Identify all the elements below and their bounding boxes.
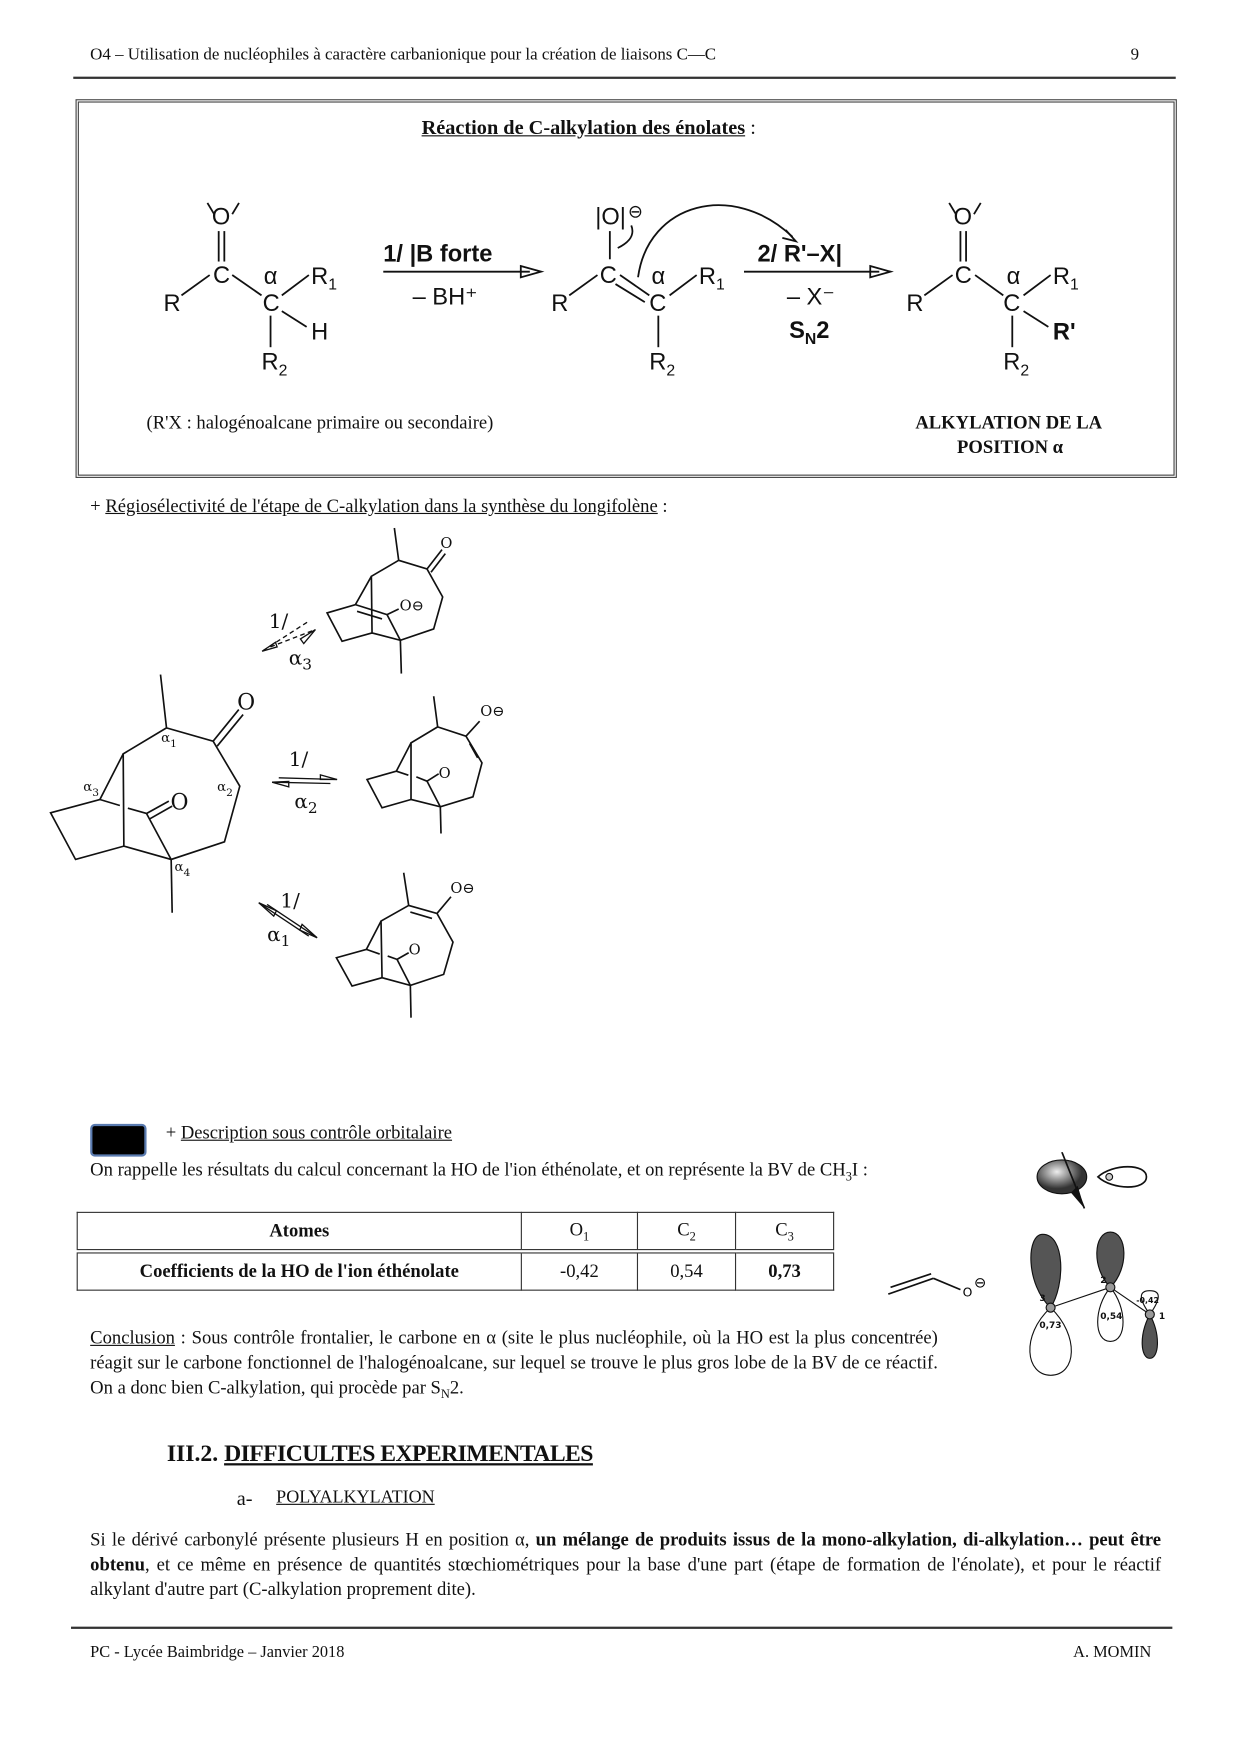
subsection-number: a- (236, 1486, 253, 1510)
svg-text:R: R (906, 291, 924, 318)
svg-text:3: 3 (1039, 1293, 1046, 1304)
svg-text:O: O (236, 690, 255, 716)
svg-text:H: H (311, 319, 329, 346)
svg-text:0,73: 0,73 (1039, 1320, 1062, 1331)
svg-text:C: C (1003, 291, 1021, 318)
result-line1: ALKYLATION DE LA (915, 411, 1103, 433)
orbital-heading: + Description sous contrôle orbitalaire (165, 1121, 453, 1144)
svg-text:1: 1 (1158, 1311, 1166, 1322)
table-header-c3: $C_3$ (736, 1212, 834, 1251)
table-cell: -0,42 (521, 1251, 637, 1290)
subsection-title: POLYALKYLATION (276, 1487, 435, 1508)
svg-text:0,54: 0,54 (1100, 1311, 1123, 1322)
conclusion-paragraph: Conclusion : Sous contrôle frontalier, le carbone en α (site le plus nucléophile, où la HO est la plus concentrée) réagit sur le carbone fonctionnel de l'halogénoalcane, sur lequel se trouve le plus gros lobe de la BV de ce réactif. On a donc bien C-alkylation, qui procède par $S_N2$. (90, 1326, 938, 1402)
polyalkylation-paragraph: Si le dérivé carbonylé présente plusieurs H en position α, un mélange de produits issus de la mono-alkylation, di-alkylation… peut être obtenu, et ce même en présence de quantités stœchiométriques pour la base d'une part (étape de formation de l'énolate), et pour le réactif alkylant d'autre part (C-alkylation proprement dite). (90, 1528, 1162, 1600)
svg-text:– X⁻: – X⁻ (786, 284, 835, 311)
svg-text:SN2: $S_N2$ (789, 318, 830, 348)
svg-text:α: α (1006, 264, 1021, 291)
svg-text:α1: $\alpha_1$ (266, 922, 290, 951)
svg-text:α3: $\alpha_3$ (82, 780, 99, 799)
table-cell: 0,54 (637, 1251, 735, 1290)
svg-text:C: C (954, 262, 972, 289)
regio-heading: + Régiosélectivité de l'étape de C-alkylation dans la synthèse du longifolène : (90, 494, 668, 517)
svg-text:1/ |B forte: 1/ |B forte (383, 241, 493, 268)
header-title: O4 – Utilisation de nucléophiles à caractère carbanionique pour la création de liaisons C—C (90, 46, 717, 65)
table-cell: 0,73 (736, 1251, 834, 1290)
svg-text:O: O (408, 941, 421, 959)
svg-text:2/ R'–X|: 2/ R'–X| (757, 241, 843, 268)
result-line2: POSITION α (957, 436, 1064, 458)
svg-text:R': R' (1052, 319, 1076, 346)
footer-right: A. MOMIN (1073, 1643, 1152, 1662)
orbital-intro: On rappelle les résultats du calcul concernant la HO de l'ion éthénolate, et on représente la BV de $CH_3I$ : (90, 1158, 868, 1184)
svg-text:α2: $\alpha_2$ (293, 788, 318, 817)
svg-text:α2: $\alpha_2$ (216, 780, 233, 799)
svg-text:O: O (211, 204, 231, 231)
page-number: 9 (1130, 46, 1140, 65)
svg-text:⊖: ⊖ (973, 1274, 987, 1292)
svg-text:R1: $R_1$ (698, 264, 725, 294)
svg-text:2: 2 (1100, 1275, 1107, 1286)
svg-text:1/: 1/ (268, 608, 288, 633)
svg-text:α1: $\alpha_1$ (160, 731, 177, 750)
footer-left: PC - Lycée Baimbridge – Janvier 2018 (90, 1643, 345, 1662)
footer-rule (71, 1627, 1172, 1629)
svg-text:R2: $R_2$ (649, 349, 676, 380)
svg-text:R2: $R_2$ (261, 349, 288, 380)
svg-text:C: C (213, 262, 231, 289)
svg-text:|O|: |O| (595, 204, 626, 231)
longifolene-diagram (40, 520, 560, 1040)
svg-text:C: C (649, 291, 667, 318)
alkylation-scheme (0, 0, 1240, 473)
svg-text:O⊖: O⊖ (479, 703, 505, 721)
svg-text:O: O (439, 534, 452, 552)
black-marker (90, 1124, 146, 1157)
section-heading: III.2. DIFFICULTES EXPERIMENTALES (166, 1439, 593, 1467)
table-row-label: Coefficients de la HO de l'ion éthénolate (77, 1251, 521, 1290)
table-header-c2: $C_2$ (637, 1212, 735, 1251)
svg-text:R: R (163, 291, 181, 318)
svg-text:α4: $\alpha_4$ (173, 860, 190, 879)
svg-text:-0,42: -0,42 (1136, 1296, 1159, 1306)
svg-text:α3: $\alpha_3$ (288, 645, 312, 674)
table-header-atomes: Atomes (77, 1212, 521, 1251)
svg-text:O⊖: O⊖ (399, 597, 424, 615)
ho-coefficients-table (77, 1212, 835, 1291)
svg-text:α: α (651, 264, 666, 291)
svg-text:⊖: ⊖ (627, 201, 643, 222)
rx-note: (R'X : halogénoalcane primaire ou secondaire) (146, 411, 494, 433)
svg-text:R: R (551, 291, 569, 318)
svg-text:O: O (438, 764, 451, 782)
svg-text:– BH⁺: – BH⁺ (412, 284, 478, 311)
svg-text:R2: $R_2$ (1003, 349, 1030, 380)
svg-text:C: C (599, 262, 617, 289)
svg-text:C: C (262, 291, 280, 318)
box-title: Réaction de C-alkylation des énolates : (421, 116, 756, 139)
svg-text:1/: 1/ (279, 888, 300, 913)
table-header-o1: $O_1$ (521, 1212, 637, 1251)
svg-text:O: O (169, 790, 188, 816)
svg-text:O: O (962, 1284, 973, 1300)
svg-text:R1: $R_1$ (311, 264, 338, 294)
svg-text:R1: $R_1$ (1052, 264, 1079, 294)
svg-text:1/: 1/ (288, 747, 308, 772)
ch3i-bv-orbital-icon (1028, 1152, 1152, 1211)
svg-text:O⊖: O⊖ (449, 879, 475, 897)
svg-text:O: O (953, 204, 973, 231)
svg-text:α: α (263, 264, 278, 291)
